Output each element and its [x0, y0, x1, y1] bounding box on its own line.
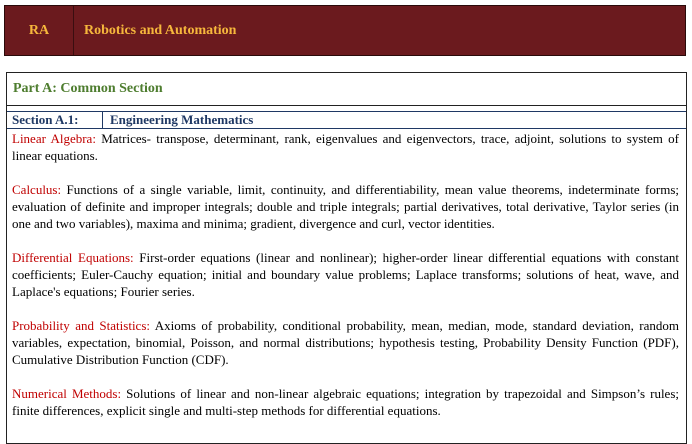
topic-numerical-methods	[12, 385, 679, 419]
syllabus-section	[6, 72, 687, 444]
topic-calculus	[12, 181, 679, 232]
topic-differential-equations	[12, 249, 679, 300]
topic-list	[12, 130, 679, 419]
topic-linear-algebra	[12, 130, 679, 164]
topic-probability-statistics	[12, 317, 679, 368]
topic-heading: Calculus:	[12, 182, 62, 197]
subject-title: Robotics and Automation	[84, 22, 237, 38]
section-number: Section A.1:	[12, 112, 103, 128]
subject-code: RA	[5, 6, 74, 55]
part-header	[7, 73, 686, 106]
subject-banner	[4, 5, 686, 56]
section-name: Engineering Mathematics	[110, 112, 254, 127]
topic-text: Solutions of linear and non-linear algebraic equations; integration by trapezoidal and Simpson’s rules; finite differences, explicit single and multi-step methods for differential equations.	[12, 386, 679, 418]
topic-text: Functions of a single variable, limit, continuity, and differentiability, mean value theorems, indeterminate forms; evaluation of definite and improper integrals; double and triple integrals; partial derivatives, total derivative, Taylor series (in one and two variables), maxima and minima; gradient, divergence and curl, vector identities.	[12, 182, 679, 231]
topic-heading: Linear Algebra:	[12, 131, 96, 146]
topic-heading: Differential Equations:	[12, 250, 134, 265]
topic-text: Axioms of probability, conditional probability, mean, median, mode, standard deviation, random variables, expectation, binomial, Poisson, and normal distributions; hypothesis testing, Probability Density Function (PDF), Cumulative Distribution Function (CDF).	[12, 318, 679, 367]
topic-text: Matrices- transpose, determinant, rank, eigenvalues and eigenvectors, trace, adjoint, solutions to system of linear equations.	[12, 131, 679, 163]
topic-heading: Probability and Statistics:	[12, 318, 150, 333]
topic-text: First-order equations (linear and nonlinear); higher-order linear differential equations with constant coefficients; Euler-Cauchy equation; initial and boundary value problems; Laplace transforms; solutions of heat, wave, and Laplace's equations; Fourier series.	[12, 250, 679, 299]
section-header	[7, 111, 686, 129]
part-title: Part A: Common Section	[13, 81, 163, 96]
topic-heading: Numerical Methods:	[12, 386, 122, 401]
